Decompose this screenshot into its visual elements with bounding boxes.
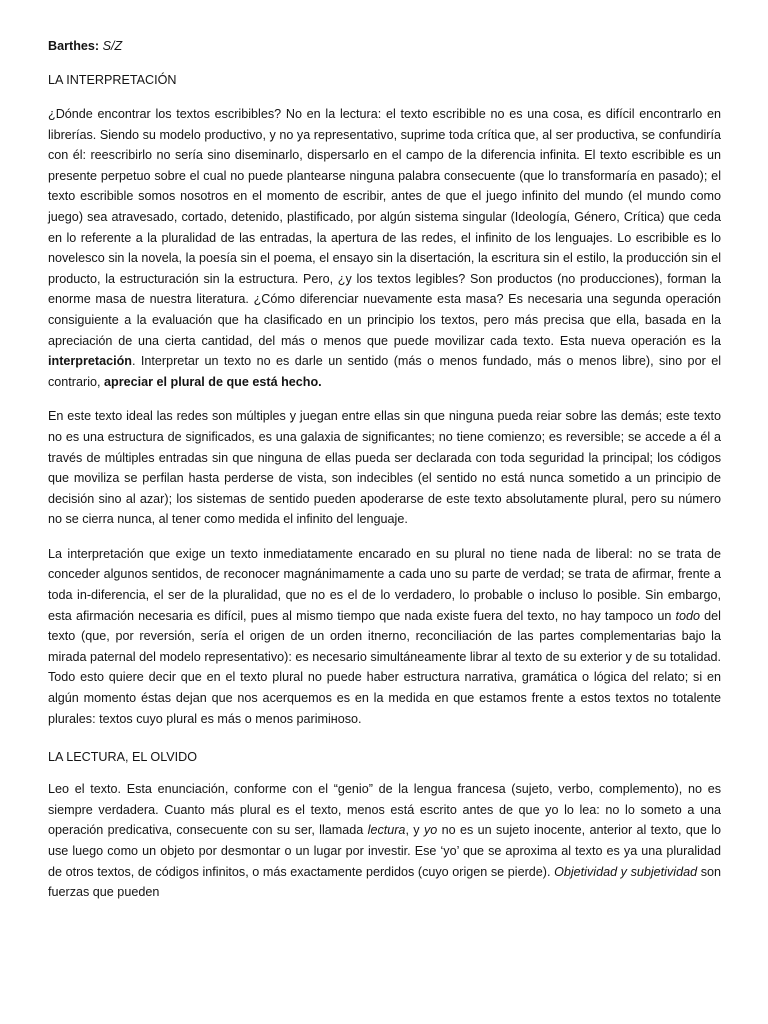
section-lectura [48,747,721,903]
italic-term: lectura [367,823,406,838]
bold-phrase: apreciar el plural de que está hecho. [104,374,322,389]
document-title [48,36,721,56]
italic-term: Objetividad y subjetividad [554,864,698,879]
author-label: Barthes: [48,39,100,53]
section-interpretacion [48,70,721,729]
section-heading: LA INTERPRETACIÓN [48,73,177,87]
section-heading: LA LECTURA, EL OLVIDO [48,750,198,765]
paragraph: En este texto ideal las redes son múltiples y juegan entre ellas sin que ninguna pueda reiar sobre las demás; este texto no es una estructura de significados, es una galaxia de significantes; no tiene comienzo; es reversible; se accede a él a través de múltiples entradas sin que ninguna de ellas pueda ser declarada con toda seguridad la principal; los códigos que moviliza se perfilan hasta perderse de vista, son indecibles (el sentido no está nunca sometido a un principio de decisión sino al azar); los sistemas de sentido pueden apoderarse de este texto absolutamente plural, pero su número no se cierra nunca, al tener como medida el infinito del lenguaje. [48,409,721,527]
italic-term: todo [675,608,701,623]
bold-term: interpretación [48,354,132,369]
paragraph: La interpretación que exige un texto inmediatamente encarado en su plural no tiene nada de liberal: no se trata de conceder algunos sentidos, de reconocer magnánimamente a cada uno su parte de verdad; se trata de afirmar, frente a toda in-diferencia, el ser de la pluralidad, que no es el de lo verdadero, lo probable o incluso lo posible. Sin embargo, esta afirmación necesaria es difícil, pues al mismo tiempo que nada existe fuera del texto, no hay tampoco un todo del texto (que, por reversión, sería el origen de un orden itnerno, reconciliación de las partes complementarias bajo la mirada paternal del modelo representativo): es necesario simultáneamente librar al texto de su exterior y de su totalidad. Todo esto quiere decir que en el texto plural no puede haber estructura narrativa, gramática o lógica del relato; si en algún momento éstas dejan que nos acerquemos es en la medida en que estamos frente a estos textos no totalente plurales: textos cuyo plural es más o menos parimінoso. [48,546,721,726]
italic-term: yo [423,823,438,838]
paragraph: Leo el texto. Esta enunciación, conforme con el “genio” de la lengua francesa (sujeto, verbo, complemento), no es siempre verdadera. Cuanto más plural es el texto, menos está escrito antes de que yo lo lea: no lo someto a una operación predicativa, consecuente con su ser, llamada lectura, y yo no es un sujeto inocente, anterior al texto, que lo use luego como un objeto por desmontar o un lugar por investir. Ese ‘yo’ que se aproxima al texto es ya una pluralidad de otros textos, de códigos infinitos, o más exactamente perdidos (cuyo origen se pierde). Objetividad y subjetividad son fuerzas que pueden [48,782,721,900]
document-page [48,36,721,917]
paragraph: ¿Dónde encontrar los textos escribibles? No en la lectura: el texto escribible no es una cosa, es difícil encontrarlo en librerías. Siendo su modelo productivo, y no ya representativo, suprime toda crítica que, al ser productiva, se confundiría con él: reescribirlo no sería sino diseminarlo, dispersarlo en el campo de la diferencia infinita. El texto escribible es un presente perpetuo sobre el cual no puede plantearse ninguna palabra consecuente (que lo transformaría en pasado); el texto escribible somos nosotros en el momento de escribir, antes de que el juego infinito del mundo (el mundo como juego) sea atravesado, cortado, detenido, plastificado, por algún sistema singular (Ideología, Género, Crítica) que ceda en lo referente a la pluralidad de las entradas, la apertura de las redes, el infinito de los lenguajes. Lo escribible es lo novelesco sin la novela, la poesía sin el poema, el ensayo sin la disertación, la escritura sin el estilo, la producción sin el producto, la estructuración sin la estructura. Pero, ¿y los textos legibles? Son productos (no producciones), forman la enorme masa de nuestra literatura. ¿Cómo diferenciar nuevamente esta masa? Es necesaria una segunda operación consiguiente a la evaluación que ha clasificado en un principio los textos, pero más precisa que ella, basada en la apreciación de una cierta cantidad, del más o menos que puede movilizar cada texto. Esta nueva operación es la interpretación. Interpretar un texto no es darle un sentido (más o menos fundado, más o menos libre), sino por el contrario, apreciar el plural de que está hecho. [48,107,721,389]
work-title: S/Z [102,39,123,53]
